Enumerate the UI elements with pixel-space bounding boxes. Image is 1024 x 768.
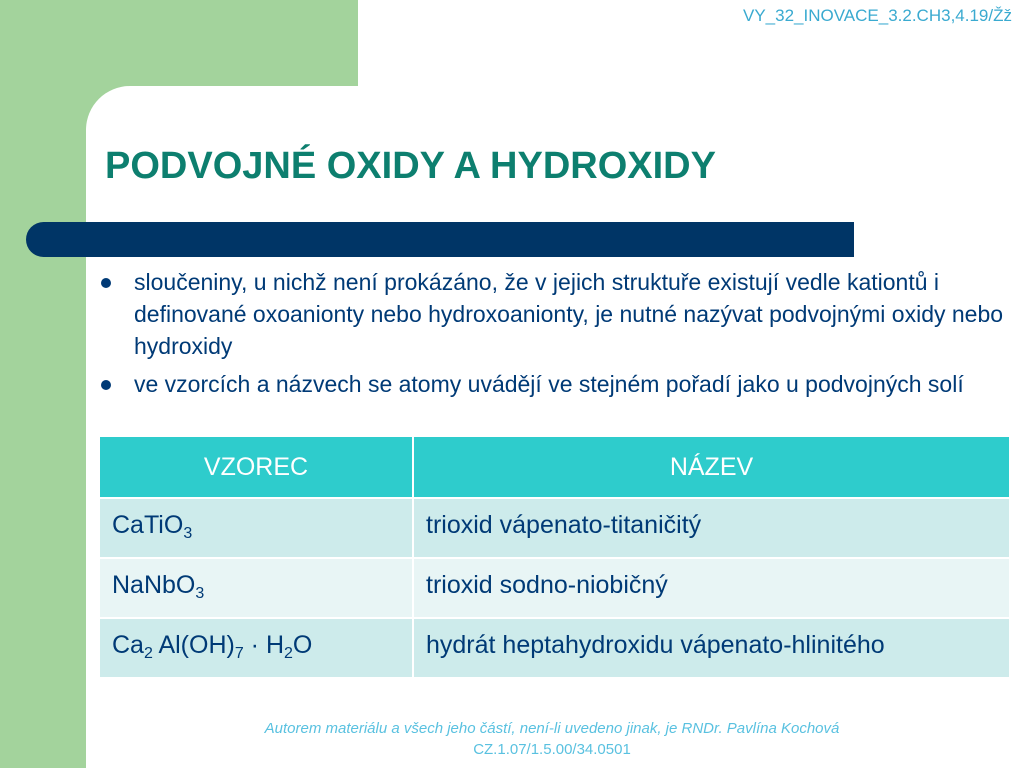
name-cell: trioxid sodno-niobičný: [413, 558, 1010, 618]
formula-subscript: 2: [284, 645, 293, 662]
formula-subscript: 2: [143, 645, 153, 662]
title-underline-bar: [26, 222, 854, 257]
formula-cell: [99, 498, 413, 558]
formula-subscript: 7: [234, 645, 244, 662]
bullet-item: [96, 368, 1014, 400]
name-cell: trioxid vápenato-titaničitý: [413, 498, 1010, 558]
formula-text: Ca: [112, 631, 144, 659]
formula-text: · H: [243, 631, 285, 659]
bullet-text: ve vzorcích a názvech se atomy uvádějí ve stejném pořadí jako u podvojných solí: [134, 371, 964, 397]
footer: [0, 718, 1024, 760]
material-code: VY_32_INOVACE_3.2.CH3,4.19/Žž: [743, 6, 1012, 25]
table-row: [99, 618, 1010, 678]
bullet-list: [96, 266, 1014, 406]
formula-text: O: [292, 631, 313, 659]
formula-text: Al(OH): [152, 631, 235, 659]
footer-author: Autorem materiálu a všech jeho částí, není-li uvedeno jinak, je RNDr. Pavlína Kochová: [264, 720, 840, 737]
footer-project-code: CZ.1.07/1.5.00/34.0501: [473, 741, 631, 758]
compounds-table: [98, 435, 1011, 679]
header-formula: VZOREC: [99, 436, 413, 498]
formula-subscript: 3: [183, 525, 193, 542]
table-header-row: [99, 436, 1010, 498]
name-cell: hydrát heptahydroxidu vápenato-hlinitého: [413, 618, 1010, 678]
bullet-dot-icon: [101, 278, 111, 288]
bullet-text: sloučeniny, u nichž není prokázáno, že v jejich struktuře existují vedle kationtů i definované oxoanionty nebo hydroxoanionty, je nutné nazývat podvojnými oxidy nebo hydroxidy: [134, 269, 1004, 359]
header-name: NÁZEV: [413, 436, 1010, 498]
slide-title: PODVOJNÉ OXIDY A HYDROXIDY: [105, 145, 716, 187]
bullet-dot-icon: [101, 380, 111, 390]
formula-text: CaTiO: [112, 511, 184, 539]
formula-subscript: 3: [195, 585, 205, 602]
table-row: [99, 498, 1010, 558]
formula-cell: [99, 558, 413, 618]
formula-text: NaNbO: [112, 571, 196, 599]
bullet-item: [96, 266, 1014, 362]
table-row: [99, 558, 1010, 618]
green-left-strip: [0, 0, 86, 768]
formula-cell: [99, 618, 413, 678]
